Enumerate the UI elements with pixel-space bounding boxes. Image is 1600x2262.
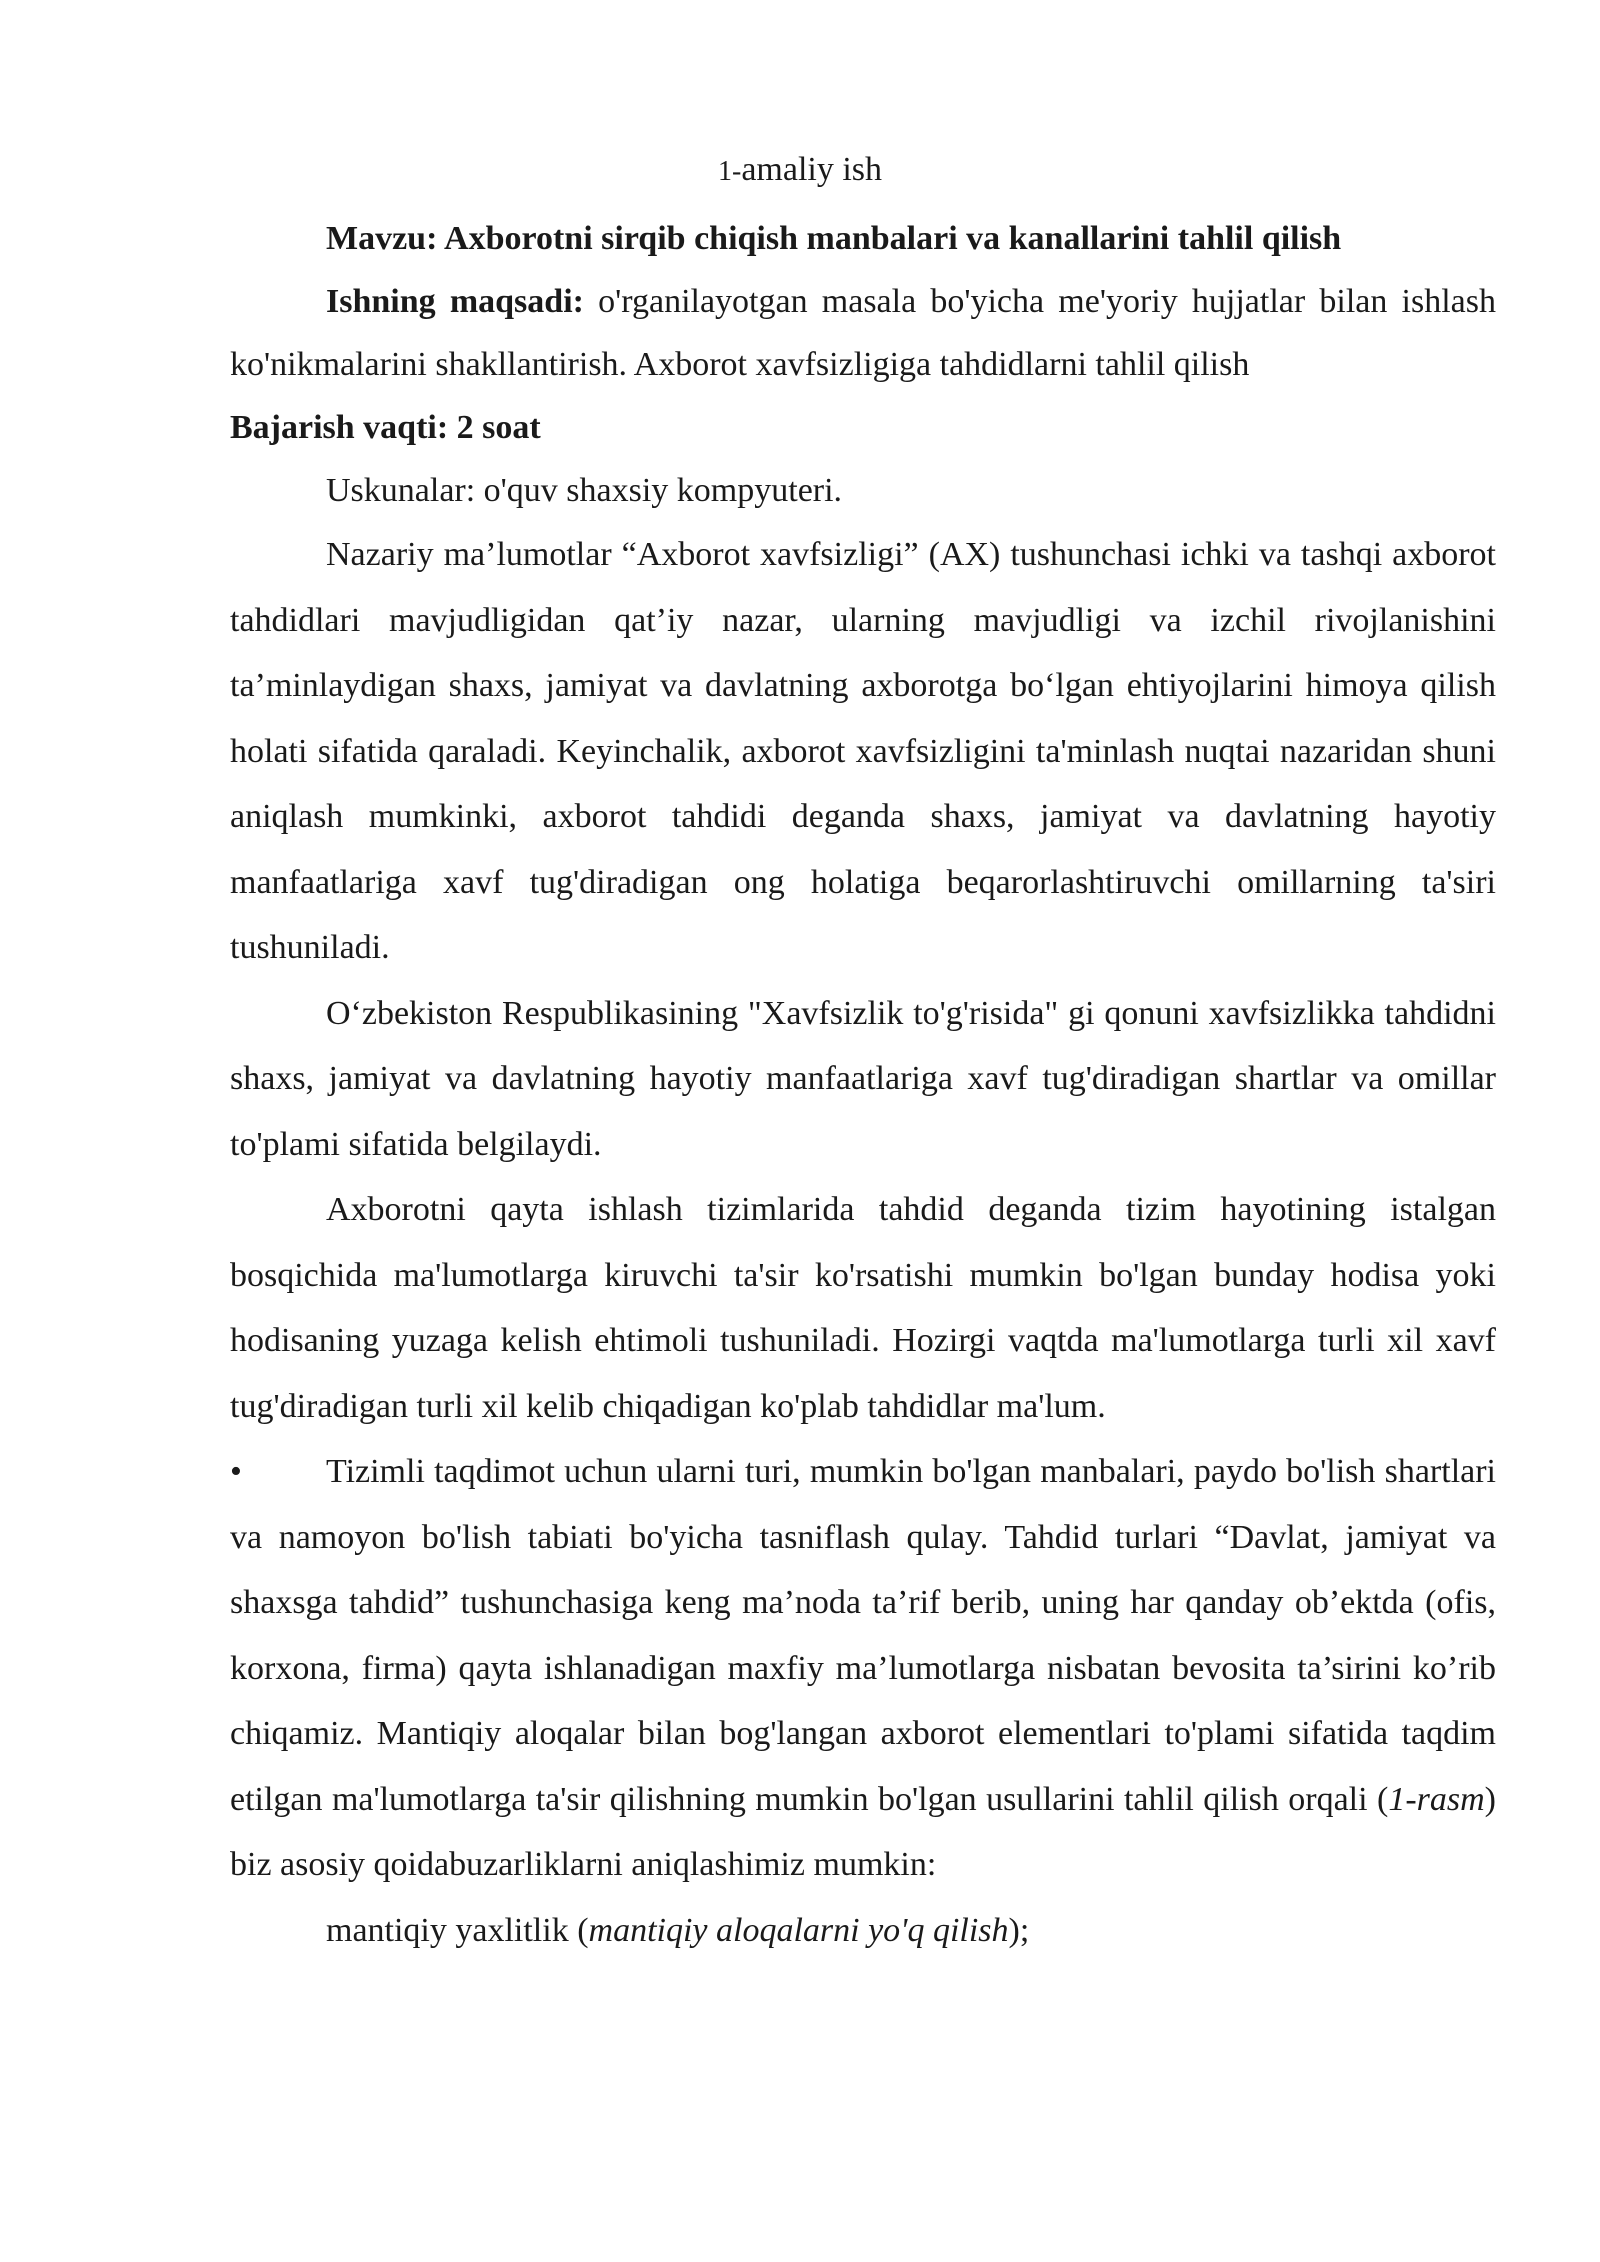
bullet-text-before: Tizimli taqdimot uchun ularni turi, mumkin bo'lgan manbalari, paydo bo'lish shartlari va namoyon bo'lish tabiati bo'yicha tasniflash qulay. Tahdid turlari “Davlat, jamiyat va shaxsga tahdid” tushunchasiga keng ma’noda ta’rif berib, uning har qanday ob’ektda (ofis, korxona, firma) qayta ishlanadigan maxfiy ma’lumotlarga nisbatan bevosita ta’sirini ko’rib chiqamiz. Mantiqiy aloqalar bilan bog'langan axborot elementlari to'plami sifatida taqdim etilgan ma'lumotlarga ta'sir qilishning mumkin bo'lgan usullarini tahlil qilish orqali ( xyxy=(230,1453,1496,1818)
paragraph-3: Axborotni qayta ishlash tizimlarida tahdid deganda tizim hayotining istalgan bosqichida ma'lumotlarga kiruvchi ta'sir ko'rsatishi mumkin bo'lgan bunday hodisa yoki hodisaning yuzaga kelish ehtimoli tushuniladi. Hozirgi vaqtda ma'lumotlarga turli xil xavf tug'diradigan turli xil kelib chiqadigan ko'plab tahdidlar ma'lum. xyxy=(230,1191,1496,1425)
equipment-text: Uskunalar: o'quv shaxsiy kompyuteri. xyxy=(326,472,843,509)
duration-line xyxy=(230,396,1496,459)
title-number: 1- xyxy=(717,156,742,187)
paragraph-2: O‘zbekiston Respublikasining "Xavfsizlik to'g'risida" gi qonuni xavfsizlikka tahdidni shaxs, jamiyat va davlatning hayotiy manfaatlariga xavf tug'diradigan shartlar va omillar to'plami sifatida belgilaydi. xyxy=(230,994,1496,1163)
page-title xyxy=(0,145,1600,197)
bullet-icon: • xyxy=(230,1453,242,1490)
title-text: amaliy ish xyxy=(741,151,883,188)
bullet-text-after: ) biz asosiy qoidabuzarliklarni aniqlashimiz mumkin: xyxy=(230,1780,1496,1883)
duration-label: Bajarish vaqti: 2 soat xyxy=(230,409,541,446)
last-line xyxy=(230,1898,1496,1964)
equipment-line xyxy=(230,459,1496,522)
paragraph-1: Nazariy ma’lumotlar “Axborot xavfsizligi” (AX) tushunchasi ichki va tashqi axborot tahdidlari mavjudligidan qat’iy nazar, ularning mavjudligi va izchil rivojlanishini ta’minlaydigan shaxs, jamiyat va davlatning axborotga bo‘lgan ehtiyojlarini himoya qilish holati sifatida qaraladi. Keyinchalik, axborot xavfsizligini ta'minlash nuqtai nazaridan shuni aniqlash mumkinki, axborot tahdidi deganda shaxs, jamiyat va davlatning hayotiy manfaatlariga xavf tug'diradigan ong holatiga beqarorlashtiruvchi omillarning ta'siri tushuniladi. xyxy=(230,536,1496,966)
goal-label: Ishning maqsadi: xyxy=(326,283,584,320)
figure-reference: 1-rasm xyxy=(1388,1780,1485,1818)
document-body xyxy=(230,207,1496,1963)
topic-line xyxy=(230,207,1496,270)
topic-label: Mavzu: Axborotni sirqib chiqish manbalari va kanallarini tahlil qilish xyxy=(326,220,1342,257)
goal-text: o'rganilayotgan masala bo'yicha me'yoriy hujjatlar bilan ishlash ko'nikmalarini shakllantirish. Axborot xavfsizligiga tahdidlarni tahlil qilish xyxy=(230,283,1496,383)
last-line-after: ); xyxy=(1008,1911,1030,1949)
goal-paragraph xyxy=(230,270,1496,396)
last-line-italic: mantiqiy aloqalarni yo'q qilish xyxy=(588,1911,1009,1949)
bullet-paragraph xyxy=(230,1439,1496,1898)
last-line-before: mantiqiy yaxlitlik ( xyxy=(326,1911,589,1949)
